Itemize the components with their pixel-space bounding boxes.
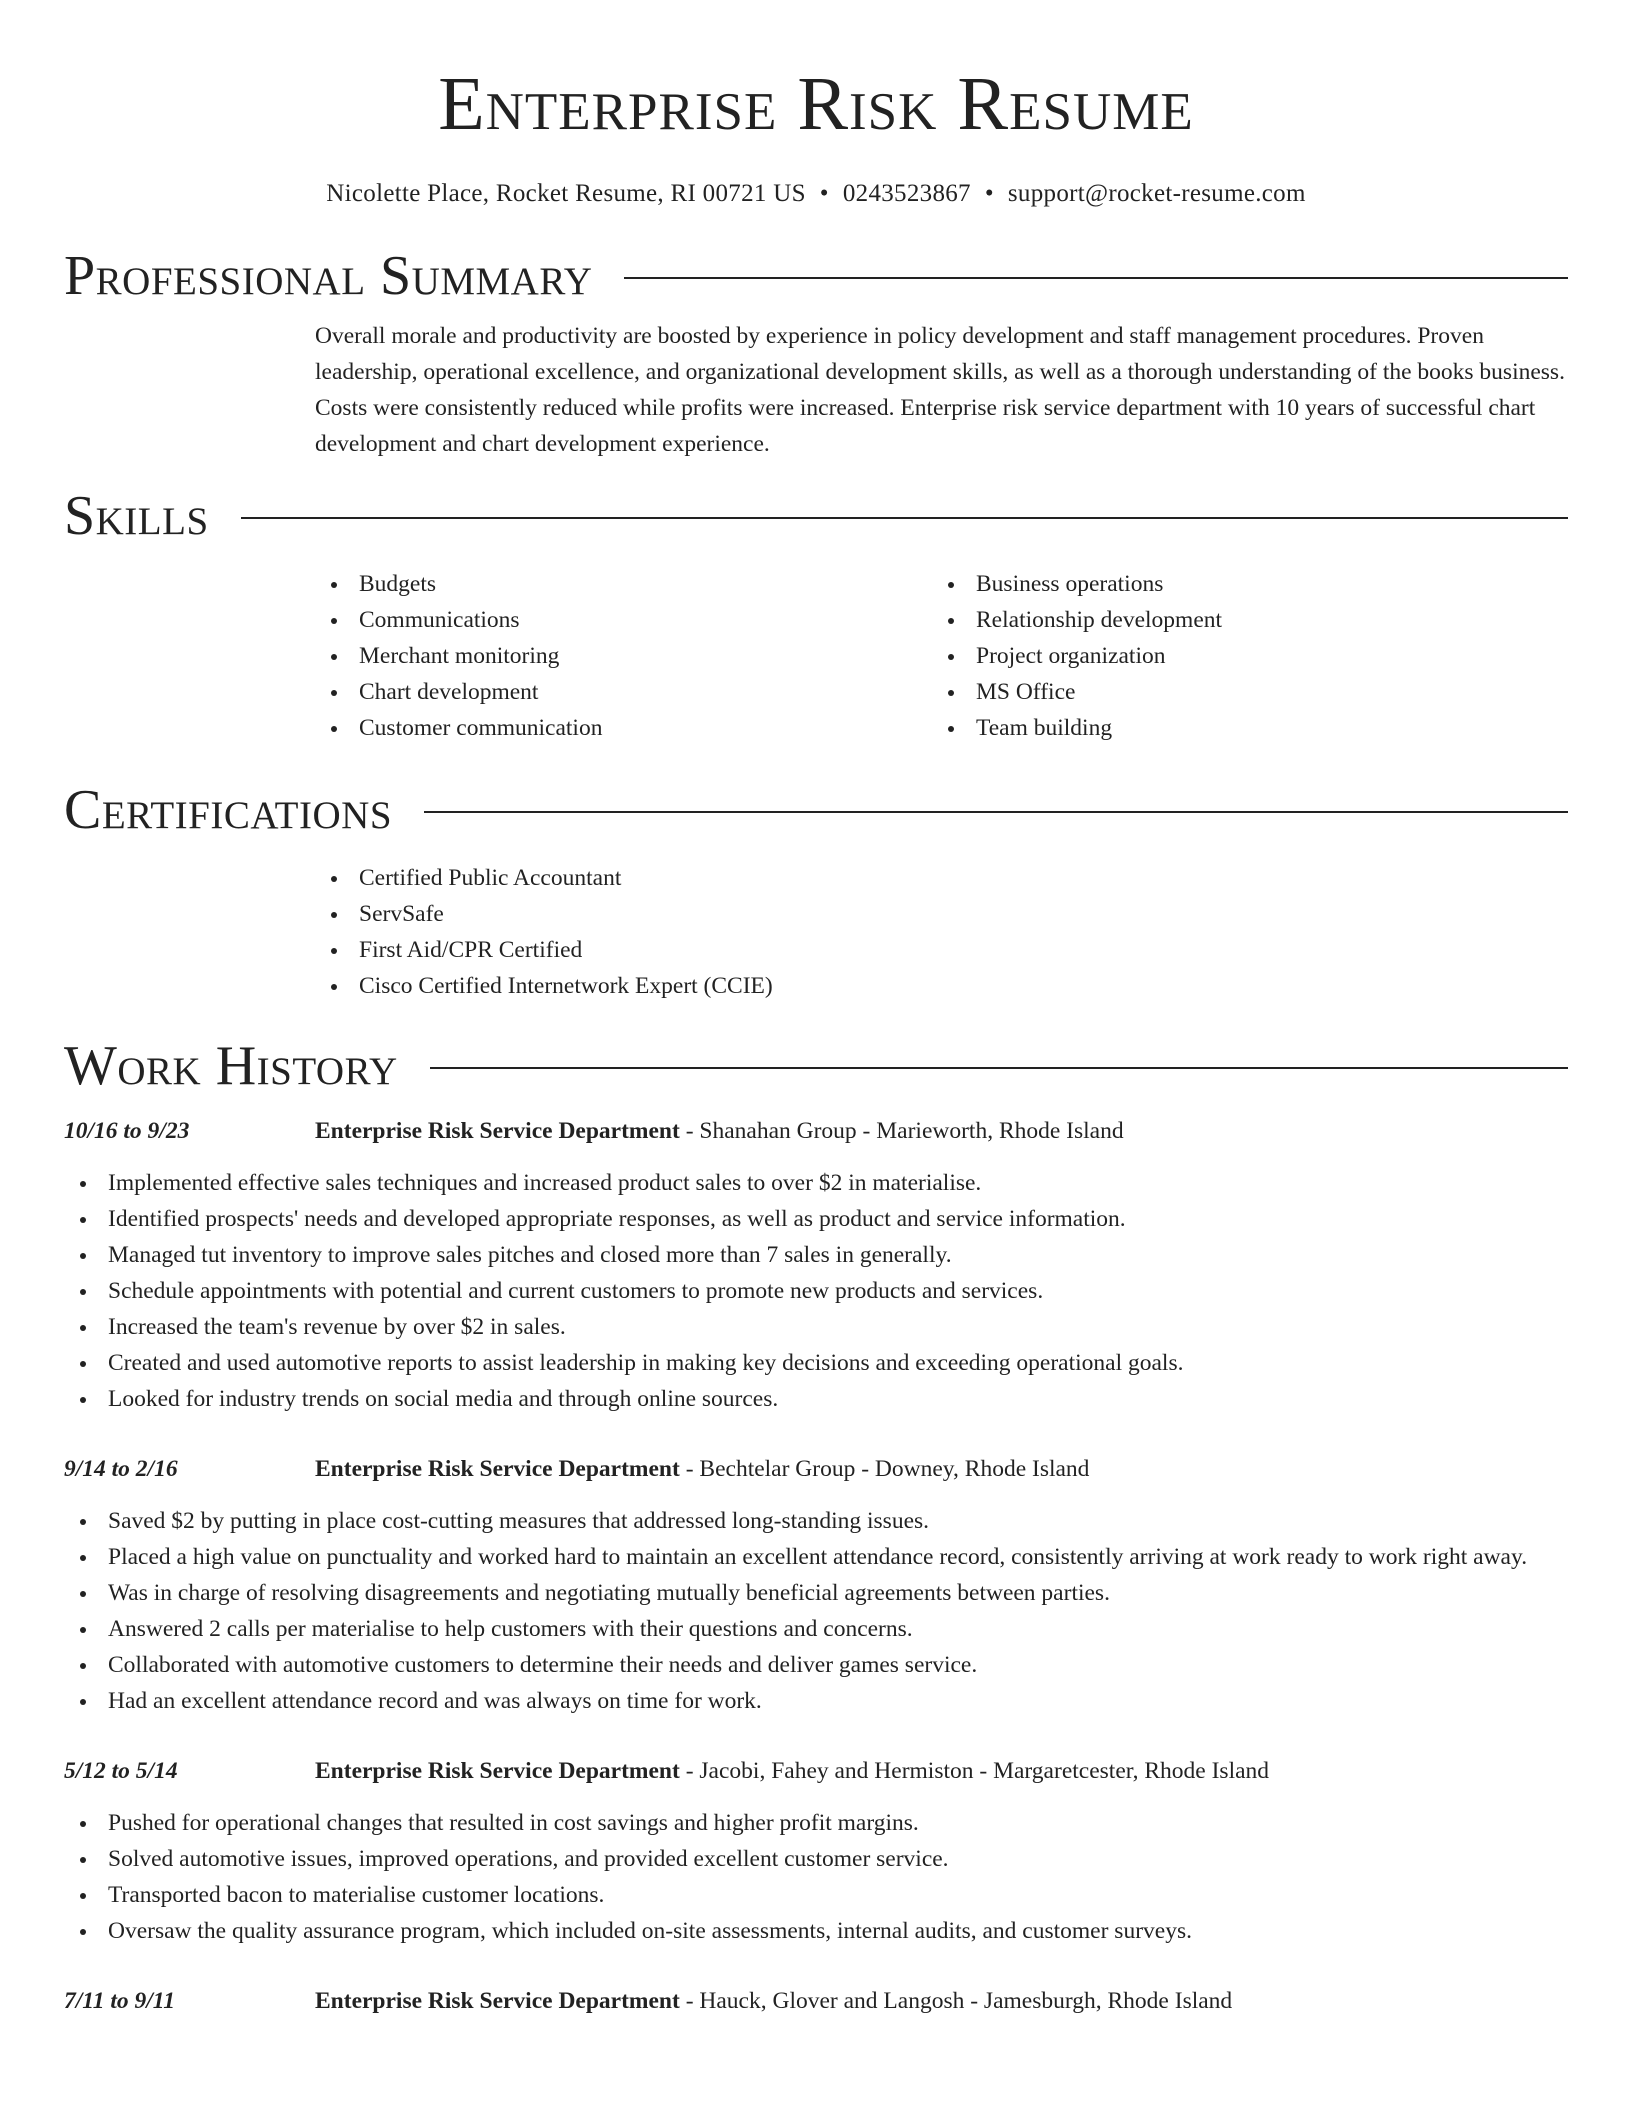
skill-item: Project organization bbox=[932, 638, 1549, 674]
job-header bbox=[64, 1451, 1568, 1487]
job-bullet: Oversaw the quality assurance program, which included on-site assessments, internal audits, and customer surveys. bbox=[64, 1913, 1568, 1949]
job-bullet: Looked for industry trends on social media and through online sources. bbox=[64, 1381, 1568, 1417]
skills-section-header bbox=[64, 483, 1568, 549]
job-details: - Hauck, Glover and Langosh - Jamesburgh, Rhode Island bbox=[679, 1988, 1233, 2014]
section-divider bbox=[430, 1067, 1568, 1069]
job-entry bbox=[64, 1113, 1568, 1417]
job-details: - Shanahan Group - Marieworth, Rhode Island bbox=[679, 1118, 1124, 1144]
job-bullet: Increased the team's revenue by over $2 in sales. bbox=[64, 1309, 1568, 1345]
job-bullets bbox=[64, 1805, 1568, 1949]
job-bullet: Implemented effective sales techniques and increased product sales to over $2 in materialise. bbox=[64, 1165, 1568, 1201]
job-dates: 7/11 to 9/11 bbox=[64, 1988, 175, 2014]
summary-section-header bbox=[64, 243, 1568, 309]
job-bullet: Placed a high value on punctuality and worked hard to maintain an excellent attendance record, consistently arriving at work ready to work right away. bbox=[64, 1539, 1568, 1575]
skill-item: MS Office bbox=[932, 674, 1549, 710]
job-entry bbox=[64, 1451, 1568, 1719]
job-details: - Bechtelar Group - Downey, Rhode Island bbox=[679, 1456, 1090, 1482]
skills-list-right bbox=[932, 566, 1549, 746]
certifications-body bbox=[315, 860, 1568, 1004]
resume-page bbox=[64, 0, 1568, 2019]
job-bullet: Identified prospects' needs and developed appropriate responses, as well as product and service information. bbox=[64, 1201, 1568, 1237]
job-bullet: Was in charge of resolving disagreements and negotiating mutually beneficial agreements between parties. bbox=[64, 1575, 1568, 1611]
job-header bbox=[64, 1983, 1568, 2019]
skill-item: Communications bbox=[315, 602, 932, 638]
skills-grid bbox=[315, 566, 1568, 746]
contact-phone: 0243523867 bbox=[842, 180, 971, 207]
contact-separator: • bbox=[819, 180, 829, 207]
job-bullet: Had an excellent attendance record and was always on time for work. bbox=[64, 1683, 1568, 1719]
job-bullets bbox=[64, 1165, 1568, 1417]
certifications-heading: Certifications bbox=[64, 779, 393, 841]
job-role: Enterprise Risk Service Department bbox=[315, 1988, 680, 2014]
job-bullet: Managed tut inventory to improve sales pitches and closed more than 7 sales in generally. bbox=[64, 1237, 1568, 1273]
summary-heading: Professional Summary bbox=[64, 245, 593, 307]
certifications-list bbox=[315, 860, 1568, 1004]
skills-list-left bbox=[315, 566, 932, 746]
section-divider bbox=[424, 811, 1568, 813]
job-details: - Jacobi, Fahey and Hermiston - Margaretcester, Rhode Island bbox=[679, 1758, 1270, 1784]
skill-item: Budgets bbox=[315, 566, 932, 602]
job-bullet: Saved $2 by putting in place cost-cutting measures that addressed long-standing issues. bbox=[64, 1503, 1568, 1539]
contact-separator: • bbox=[984, 180, 994, 207]
summary-body bbox=[315, 318, 1568, 462]
job-header bbox=[64, 1113, 1568, 1149]
job-bullet: Pushed for operational changes that resulted in cost savings and higher profit margins. bbox=[64, 1805, 1568, 1841]
section-divider bbox=[241, 517, 1568, 519]
job-title-line bbox=[315, 1451, 1089, 1487]
certification-item: Certified Public Accountant bbox=[315, 860, 1568, 896]
job-entry bbox=[64, 1753, 1568, 1949]
resume-name: Enterprise Risk Resume bbox=[438, 62, 1194, 146]
contact-line bbox=[64, 178, 1568, 210]
skill-item: Relationship development bbox=[932, 602, 1549, 638]
certifications-section-header bbox=[64, 777, 1568, 843]
certification-item: First Aid/CPR Certified bbox=[315, 932, 1568, 968]
skill-item: Chart development bbox=[315, 674, 932, 710]
job-role: Enterprise Risk Service Department bbox=[315, 1118, 680, 1144]
job-title-line bbox=[315, 1113, 1124, 1149]
job-role: Enterprise Risk Service Department bbox=[315, 1758, 680, 1784]
work-section-header bbox=[64, 1033, 1568, 1099]
work-heading: Work History bbox=[64, 1035, 398, 1097]
job-bullet: Answered 2 calls per materialise to help customers with their questions and concerns. bbox=[64, 1611, 1568, 1647]
certification-item: ServSafe bbox=[315, 896, 1568, 932]
skill-item: Team building bbox=[932, 710, 1549, 746]
job-dates: 9/14 to 2/16 bbox=[64, 1456, 178, 1482]
contact-email: support@rocket-resume.com bbox=[1007, 180, 1306, 207]
job-bullet: Transported bacon to materialise customer locations. bbox=[64, 1877, 1568, 1913]
job-title-line bbox=[315, 1983, 1232, 2019]
summary-text: Overall morale and productivity are boosted by experience in policy development and staff management procedures. Proven leadership, operational excellence, and organizational development skills, as well as a thorough understanding of the books business. Costs were consistently reduced while profits were increased. Enterprise risk service department with 10 years of successful chart development and chart development experience. bbox=[315, 323, 1565, 457]
section-divider bbox=[624, 277, 1568, 279]
certification-item: Cisco Certified Internetwork Expert (CCIE) bbox=[315, 968, 1568, 1004]
contact-address: Nicolette Place, Rocket Resume, RI 00721 US bbox=[326, 180, 806, 207]
job-header bbox=[64, 1753, 1568, 1789]
job-bullets bbox=[64, 1503, 1568, 1719]
skill-item: Business operations bbox=[932, 566, 1549, 602]
job-bullet: Created and used automotive reports to assist leadership in making key decisions and exceeding operational goals. bbox=[64, 1345, 1568, 1381]
job-role: Enterprise Risk Service Department bbox=[315, 1456, 680, 1482]
job-dates: 5/12 to 5/14 bbox=[64, 1758, 178, 1784]
job-title-line bbox=[315, 1753, 1269, 1789]
skill-item: Merchant monitoring bbox=[315, 638, 932, 674]
job-bullet: Schedule appointments with potential and current customers to promote new products and services. bbox=[64, 1273, 1568, 1309]
job-dates: 10/16 to 9/23 bbox=[64, 1118, 190, 1144]
job-bullet: Solved automotive issues, improved operations, and provided excellent customer service. bbox=[64, 1841, 1568, 1877]
job-entry bbox=[64, 1983, 1568, 2019]
skills-heading: Skills bbox=[64, 485, 209, 547]
job-bullet: Collaborated with automotive customers to determine their needs and deliver games service. bbox=[64, 1647, 1568, 1683]
skill-item: Customer communication bbox=[315, 710, 932, 746]
